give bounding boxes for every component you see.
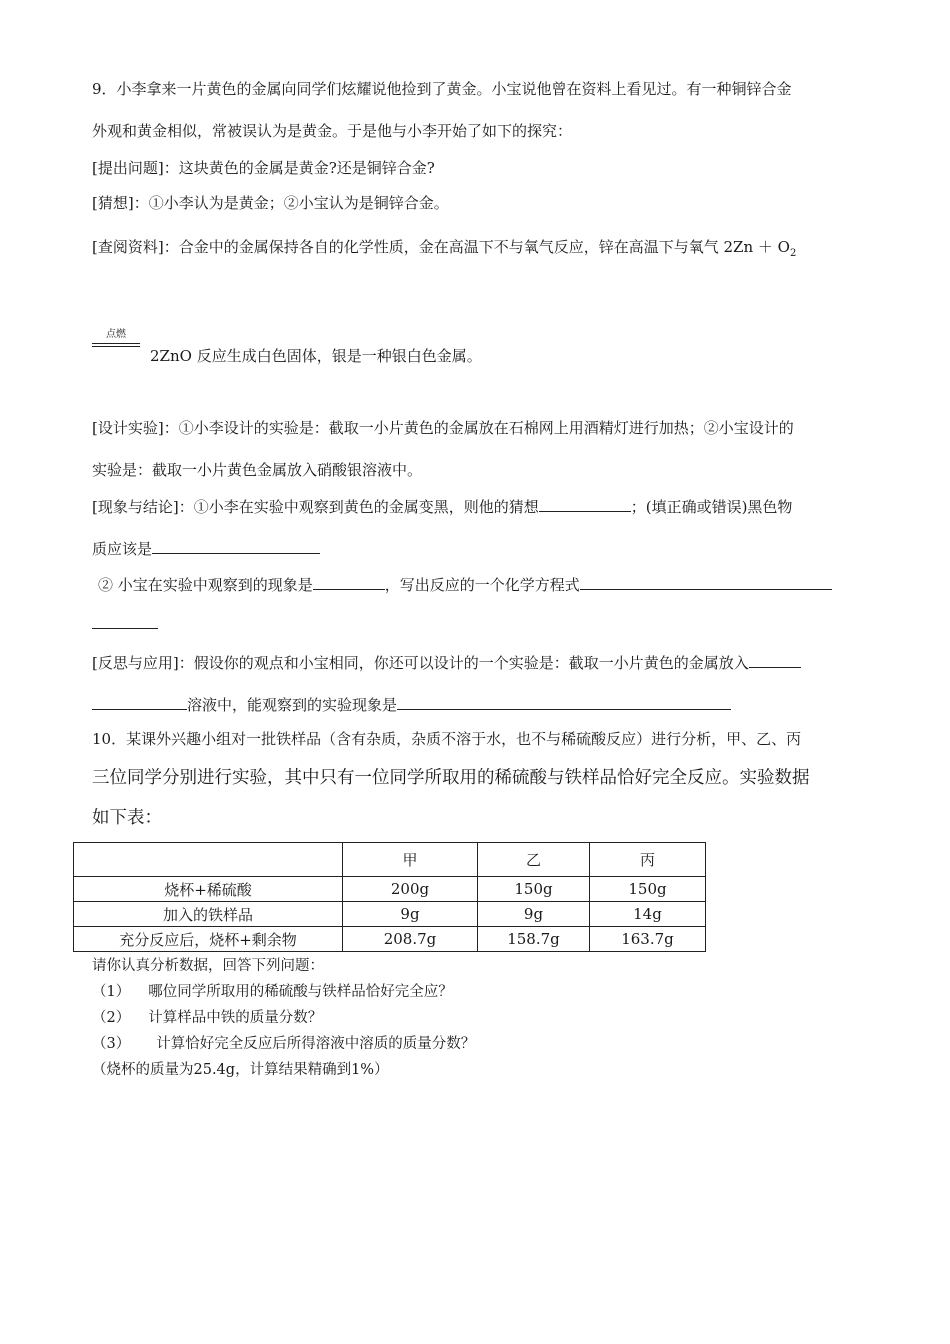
cell-value: 163.7g: [590, 927, 706, 952]
q10-prompt: 请你认真分析数据，回答下列问题：: [92, 958, 324, 974]
solution-blank-continued[interactable]: [92, 693, 187, 710]
q9-guess: [猜想]：①小李认为是黄金；②小宝认为是铜锌合金。: [92, 194, 449, 212]
xiaobao-phenomenon-label: ② 小宝在实验中观察到的现象是: [98, 576, 313, 594]
equation-blank-continued[interactable]: [92, 612, 158, 629]
q9-reference: [92, 237, 796, 264]
reflection-text: [反思与应用]：假设你的观点和小宝相同，你还可以设计的一个实验是：截取一小片黄色的金属放入: [92, 654, 749, 672]
table-header-yi: 乙: [478, 843, 590, 877]
phenomenon-text-b: ；(填正确或错误)黑色物: [630, 498, 793, 516]
subquestion-number: （3）: [92, 1036, 131, 1052]
q10-intro-line-3: 如下表：: [92, 808, 162, 828]
subquestion-text: 哪位同学所取用的稀硫酸与铁样品恰好完全应？: [148, 984, 453, 1000]
q9-reference-text: [查阅资料]：合金中的金属保持各自的化学性质，金在高温下不与氧气反应，锌在高温下与氧气 2Zn ＋ O: [92, 238, 790, 256]
q10-subquestion-2: [92, 1008, 322, 1028]
reaction-condition-label: 点燃: [106, 329, 126, 340]
black-substance-blank[interactable]: [152, 537, 320, 554]
cell-value: 9g: [343, 902, 478, 927]
equals-bar-top: [92, 343, 140, 344]
q9-design-line-1: [设计实验]：①小李设计的实验是：截取一小片黄色的金属放在石棉网上用酒精灯进行加热；②小宝设计的: [92, 419, 794, 437]
table-header-row: [74, 843, 706, 877]
cell-value: 14g: [590, 902, 706, 927]
table-row: [74, 902, 706, 927]
q9-design-line-2: 实验是：截取一小片黄色金属放入硝酸银溶液中。: [92, 461, 423, 479]
equals-bar-bottom: [92, 346, 140, 347]
q9-question: [提出问题]：这块黄色的金属是黄金?还是铜锌合金?: [92, 159, 435, 177]
q9-reaction: 2ZnO 反应生成白色固体，银是一种银白色金属。: [150, 347, 482, 365]
cell-value: 150g: [478, 877, 590, 902]
guess-correctness-blank[interactable]: [539, 495, 631, 512]
q9-reflection-line-2: [92, 693, 731, 715]
cell-value: 150g: [590, 877, 706, 902]
table-row: [74, 927, 706, 952]
reflection-phenomenon-blank[interactable]: [397, 693, 731, 710]
phenomenon-text-a: [现象与结论]：①小李在实验中观察到黄色的金属变黑，则他的猜想: [92, 498, 539, 516]
equation-blank[interactable]: [580, 573, 832, 590]
q9-intro-line-1: 9．小李拿来一片黄色的金属向同学们炫耀说他捡到了黄金。小宝说他曾在资料上看见过。有一种铜锌合金: [92, 80, 792, 98]
cell-value: 9g: [478, 902, 590, 927]
q10-intro-line-1: 10．某课外兴趣小组对一批铁样品（含有杂质，杂质不溶于水，也不与稀硫酸反应）进行分析，甲、乙、丙: [92, 730, 802, 748]
q9-phenomenon-line-2: [92, 537, 320, 559]
phenomenon-black-substance-label: 质应该是: [92, 540, 153, 558]
solution-blank[interactable]: [749, 651, 801, 668]
cell-value: 158.7g: [478, 927, 590, 952]
q9-reflection-line-1: [92, 651, 801, 673]
cell-value: 208.7g: [343, 927, 478, 952]
reflection-phenomenon-label: 溶液中，能观察到的实验现象是: [187, 696, 398, 714]
subquestion-number: （1）: [92, 984, 131, 1000]
subquestion-text: 计算恰好完全反应后所得溶液中溶质的质量分数？: [156, 1036, 476, 1052]
reaction-condition: [92, 329, 140, 347]
equation-label: ，写出反应的一个化学方程式: [384, 576, 580, 594]
row-label: 烧杯+稀硫酸: [74, 877, 343, 902]
q10-subquestion-1: [92, 982, 453, 1002]
row-label: 加入的铁样品: [74, 902, 343, 927]
q9-equation-continuation: [92, 612, 158, 634]
q10-intro-line-2: 三位同学分别进行实验，其中只有一位同学所取用的稀硫酸与铁样品恰好完全反应。实验数据: [92, 768, 810, 788]
table-row: [74, 877, 706, 902]
table-header-jia: 甲: [343, 843, 478, 877]
subquestion-text: 计算样品中铁的质量分数？: [148, 1010, 323, 1026]
xiaobao-phenomenon-blank[interactable]: [313, 573, 385, 590]
q9-phenomenon-line-3: [98, 573, 832, 595]
row-label: 充分反应后，烧杯+剩余物: [74, 927, 343, 952]
experiment-data-table: [73, 842, 706, 952]
q9-intro-line-2: 外观和黄金相似，常被误认为是黄金。于是他与小李开始了如下的探究：: [92, 122, 573, 140]
subquestion-number: （2）: [92, 1010, 131, 1026]
table-header-bing: 丙: [590, 843, 706, 877]
table-header-blank: [74, 843, 343, 877]
q10-subquestion-3: [92, 1034, 475, 1054]
cell-value: 200g: [343, 877, 478, 902]
q9-phenomenon-line-1: [92, 495, 792, 517]
q9-reference-subscript: 2: [789, 248, 797, 259]
q10-note: （烧杯的质量为25.4g，计算结果精确到1%）: [92, 1062, 389, 1078]
